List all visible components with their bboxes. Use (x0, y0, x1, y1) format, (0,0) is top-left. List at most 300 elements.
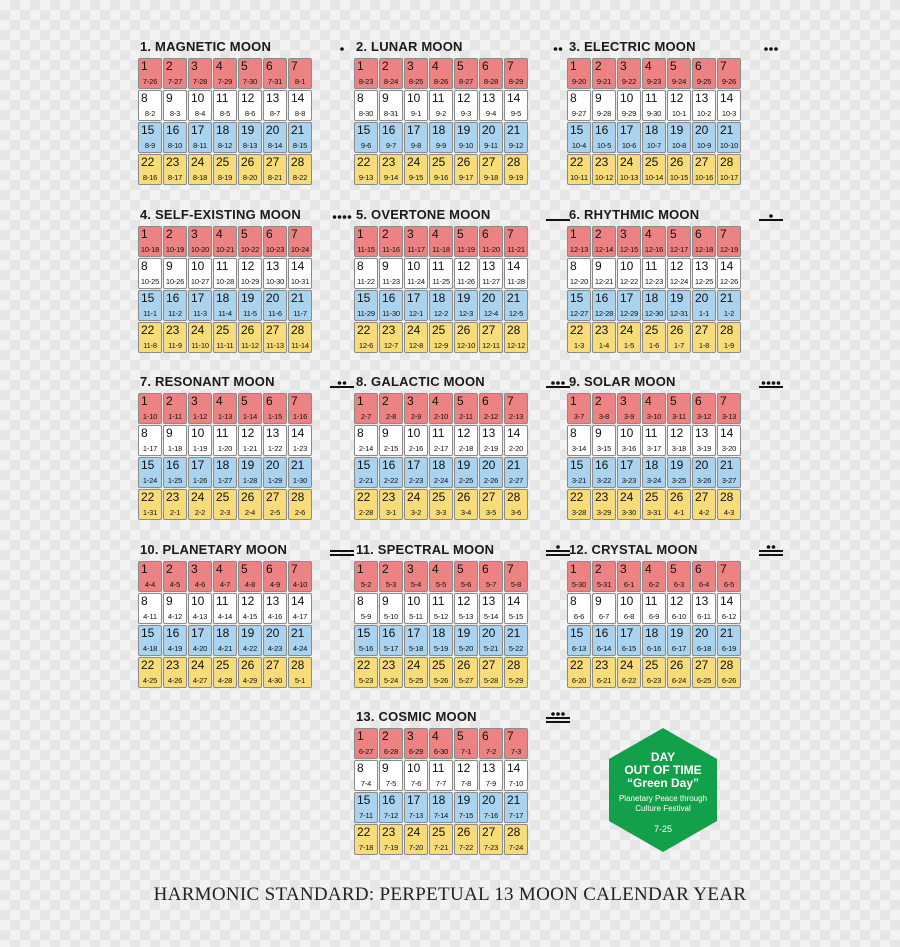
day-cell (504, 122, 528, 153)
gregorian-date: 2-28 (358, 508, 374, 517)
day-cell (263, 58, 287, 89)
day-cell (188, 593, 212, 624)
day-cell (717, 393, 741, 424)
week-row (354, 760, 576, 791)
week-row (354, 393, 576, 424)
week-row (138, 457, 360, 488)
day-number: 12 (670, 259, 684, 273)
day-cell (213, 489, 237, 520)
day-cell (479, 122, 503, 153)
day-number: 21 (291, 458, 305, 472)
mayan-number-icon (745, 377, 785, 389)
day-number: 7 (720, 562, 727, 576)
day-cell (667, 322, 691, 353)
week-row (567, 593, 789, 624)
gregorian-date: 10-6 (621, 141, 637, 150)
day-cell (504, 593, 528, 624)
gregorian-date: 3-19 (696, 444, 712, 453)
gregorian-date: 7-15 (458, 811, 474, 820)
day-number: 28 (507, 155, 521, 169)
day-cell (567, 58, 591, 89)
day-cell (263, 593, 287, 624)
week-row (567, 393, 789, 424)
gregorian-date: 7-23 (483, 843, 499, 852)
gregorian-date: 3-28 (571, 508, 587, 517)
day-cell (692, 489, 716, 520)
day-cell (188, 561, 212, 592)
day-number: 2 (166, 562, 173, 576)
day-number: 12 (241, 91, 255, 105)
gregorian-date: 2-24 (433, 476, 449, 485)
day-cell (163, 58, 187, 89)
day-cell (354, 625, 378, 656)
day-cell (479, 489, 503, 520)
day-cell (567, 90, 591, 121)
day-cell (354, 824, 378, 855)
gregorian-date: 3-21 (571, 476, 587, 485)
day-number: 8 (570, 91, 577, 105)
day-cell (429, 593, 453, 624)
moon-block (354, 541, 576, 701)
day-number: 8 (570, 259, 577, 273)
gregorian-date: 10-12 (594, 173, 614, 182)
gregorian-date: 1-13 (217, 412, 233, 421)
day-number: 25 (645, 490, 659, 504)
day-number: 20 (266, 123, 280, 137)
day-number: 15 (141, 626, 155, 640)
day-number: 7 (720, 394, 727, 408)
gregorian-date: 9-12 (508, 141, 524, 150)
day-number: 3 (407, 562, 414, 576)
day-cell (263, 226, 287, 257)
gregorian-date: 6-13 (571, 644, 587, 653)
day-cell (617, 593, 641, 624)
gregorian-date: 5-20 (458, 644, 474, 653)
day-number: 11 (432, 426, 445, 440)
day-number: 22 (357, 658, 371, 672)
day-cell (263, 322, 287, 353)
day-cell (667, 457, 691, 488)
day-number: 13 (695, 91, 709, 105)
day-number: 16 (382, 458, 396, 472)
day-number: 17 (620, 291, 634, 305)
gregorian-date: 11-7 (293, 309, 307, 318)
day-number: 24 (191, 490, 205, 504)
week-row (567, 90, 789, 121)
day-number: 20 (695, 123, 709, 137)
day-number: 8 (141, 91, 148, 105)
week-row (354, 728, 576, 759)
gregorian-date: 3-9 (623, 412, 635, 421)
day-number: 22 (570, 155, 584, 169)
gregorian-date: 8-17 (167, 173, 183, 182)
day-cell (429, 90, 453, 121)
gregorian-date: 4-14 (217, 612, 233, 621)
week-row (567, 457, 789, 488)
day-number: 28 (720, 490, 734, 504)
week-row (354, 457, 576, 488)
day-cell (263, 122, 287, 153)
day-cell (667, 122, 691, 153)
day-number: 16 (382, 291, 396, 305)
day-cell (404, 393, 428, 424)
day-cell (263, 657, 287, 688)
day-number: 11 (645, 594, 658, 608)
day-number: 19 (457, 123, 471, 137)
gregorian-date: 3-10 (646, 412, 662, 421)
day-cell (692, 322, 716, 353)
day-number: 5 (457, 59, 464, 73)
gregorian-date: 7-5 (385, 779, 397, 788)
week-row (138, 226, 360, 257)
day-cell (379, 122, 403, 153)
gregorian-date: 7-22 (458, 843, 474, 852)
gregorian-date: 2-8 (385, 412, 397, 421)
day-cell (429, 728, 453, 759)
day-cell (454, 90, 478, 121)
day-cell (592, 290, 616, 321)
day-number: 3 (620, 394, 627, 408)
day-cell (454, 58, 478, 89)
gregorian-date: 3-29 (596, 508, 612, 517)
gregorian-date: 8-16 (142, 173, 158, 182)
day-number: 14 (507, 426, 521, 440)
day-number: 3 (407, 59, 414, 73)
day-cell (692, 154, 716, 185)
gregorian-date: 2-6 (294, 508, 306, 517)
day-number: 15 (141, 458, 155, 472)
day-number: 14 (720, 594, 734, 608)
moon-title: 5. OVERTONE MOON (356, 207, 491, 222)
day-cell (667, 154, 691, 185)
day-number: 6 (482, 227, 489, 241)
day-cell (617, 561, 641, 592)
day-cell (213, 258, 237, 289)
gregorian-date: 11-17 (407, 245, 425, 254)
gregorian-date: 9-2 (435, 109, 447, 118)
day-number: 16 (166, 123, 180, 137)
day-cell (479, 258, 503, 289)
day-number: 12 (457, 259, 471, 273)
day-cell (163, 90, 187, 121)
moon-title: 11. SPECTRAL MOON (356, 542, 495, 557)
gregorian-date: 5-17 (383, 644, 399, 653)
day-cell (263, 290, 287, 321)
day-cell (288, 489, 312, 520)
day-cell (138, 625, 162, 656)
day-cell (238, 425, 262, 456)
day-number: 23 (166, 323, 180, 337)
day-cell (404, 489, 428, 520)
day-number: 10 (407, 594, 421, 608)
day-cell (354, 593, 378, 624)
day-number: 2 (166, 227, 173, 241)
day-cell (238, 154, 262, 185)
gregorian-date: 6-25 (696, 676, 712, 685)
day-number: 19 (670, 626, 684, 640)
day-cell (567, 593, 591, 624)
day-cell (188, 425, 212, 456)
day-cell (454, 457, 478, 488)
day-cell (592, 90, 616, 121)
day-cell (479, 322, 503, 353)
day-number: 3 (407, 729, 414, 743)
gregorian-date: 3-26 (696, 476, 712, 485)
day-cell (667, 593, 691, 624)
gregorian-date: 1-29 (267, 476, 283, 485)
day-number: 5 (241, 394, 248, 408)
day-cell (454, 154, 478, 185)
day-number: 13 (482, 259, 496, 273)
moon-day-grid (354, 393, 576, 521)
gregorian-date: 3-13 (721, 412, 737, 421)
week-row (567, 58, 789, 89)
day-cell (479, 561, 503, 592)
day-number: 10 (191, 594, 205, 608)
day-number: 18 (432, 793, 446, 807)
day-number: 2 (382, 59, 389, 73)
day-cell (504, 561, 528, 592)
gregorian-date: 7-30 (242, 77, 258, 86)
day-cell (379, 489, 403, 520)
gregorian-date: 5-1 (294, 676, 306, 685)
gregorian-date: 2-9 (410, 412, 422, 421)
day-cell (667, 489, 691, 520)
day-cell (479, 393, 503, 424)
gregorian-date: 7-10 (508, 779, 524, 788)
day-cell (692, 290, 716, 321)
gregorian-date: 11-21 (507, 245, 525, 254)
gregorian-date: 1-8 (698, 341, 710, 350)
mayan-number-icon (316, 545, 356, 557)
day-cell (263, 393, 287, 424)
day-number: 24 (407, 323, 421, 337)
day-number: 4 (432, 59, 439, 73)
day-cell (429, 457, 453, 488)
gregorian-date: 1-27 (217, 476, 233, 485)
week-row (567, 154, 789, 185)
day-number: 10 (620, 259, 634, 273)
day-cell (717, 90, 741, 121)
day-cell (592, 226, 616, 257)
gregorian-date: 4-10 (292, 580, 308, 589)
day-number: 5 (670, 562, 677, 576)
gregorian-date: 11-14 (291, 341, 309, 350)
day-number: 4 (645, 59, 652, 73)
day-cell (429, 625, 453, 656)
day-cell (717, 322, 741, 353)
day-cell (692, 593, 716, 624)
day-number: 9 (382, 761, 389, 775)
day-cell (379, 457, 403, 488)
day-cell (263, 457, 287, 488)
day-cell (238, 58, 262, 89)
gregorian-date: 1-14 (242, 412, 258, 421)
gregorian-date: 10-26 (165, 277, 185, 286)
day-number: 26 (241, 323, 255, 337)
day-cell (429, 393, 453, 424)
day-number: 26 (670, 323, 684, 337)
gregorian-date: 6-5 (723, 580, 735, 589)
gregorian-date: 5-3 (385, 580, 397, 589)
day-cell (479, 290, 503, 321)
moon-block (138, 206, 360, 366)
day-cell (504, 657, 528, 688)
day-cell (354, 489, 378, 520)
moon-title: 4. SELF-EXISTING MOON (140, 207, 301, 222)
gregorian-date: 2-20 (508, 444, 524, 453)
day-number: 15 (141, 123, 155, 137)
day-number: 16 (166, 291, 180, 305)
gregorian-date: 10-9 (696, 141, 712, 150)
day-number: 25 (216, 490, 230, 504)
day-number: 1 (357, 729, 364, 743)
day-cell (238, 561, 262, 592)
gregorian-date: 9-30 (646, 109, 662, 118)
day-cell (188, 226, 212, 257)
gregorian-date: 9-22 (621, 77, 637, 86)
gregorian-date: 12-13 (569, 245, 589, 254)
day-number: 4 (432, 729, 439, 743)
day-number: 21 (720, 458, 734, 472)
gregorian-date: 4-3 (723, 508, 735, 517)
day-number: 12 (670, 91, 684, 105)
day-cell (504, 425, 528, 456)
day-number: 8 (357, 91, 364, 105)
day-cell (263, 425, 287, 456)
day-cell (138, 290, 162, 321)
day-number: 5 (241, 562, 248, 576)
mayan-number-icon (316, 42, 356, 54)
day-cell (692, 226, 716, 257)
day-cell (454, 226, 478, 257)
day-cell (717, 657, 741, 688)
gregorian-date: 11-2 (168, 309, 182, 318)
day-cell (429, 58, 453, 89)
day-number: 10 (407, 259, 421, 273)
gregorian-date: 7-12 (383, 811, 399, 820)
day-number: 7 (291, 394, 298, 408)
day-cell (288, 425, 312, 456)
gregorian-date: 3-12 (696, 412, 712, 421)
gregorian-date: 1-7 (673, 341, 685, 350)
day-number: 28 (291, 155, 305, 169)
day-number: 6 (266, 227, 273, 241)
gregorian-date: 3-17 (646, 444, 662, 453)
week-row (354, 90, 576, 121)
day-cell (504, 625, 528, 656)
gregorian-date: 4-9 (269, 580, 281, 589)
day-number: 9 (382, 426, 389, 440)
day-cell (642, 322, 666, 353)
gregorian-date: 11-3 (193, 309, 207, 318)
day-cell (288, 322, 312, 353)
day-number: 3 (620, 227, 627, 241)
gregorian-date: 12-5 (508, 309, 524, 318)
day-cell (717, 593, 741, 624)
moon-block (354, 373, 576, 533)
gregorian-date: 2-10 (433, 412, 449, 421)
gregorian-date: 10-31 (290, 277, 310, 286)
gregorian-date: 9-13 (358, 173, 374, 182)
footer-title: HARMONIC STANDARD: PERPETUAL 13 MOON CALENDAR YEAR (153, 884, 747, 905)
day-number: 22 (570, 323, 584, 337)
day-number: 13 (482, 761, 496, 775)
gregorian-date: 5-10 (383, 612, 399, 621)
week-row (354, 792, 576, 823)
day-number: 18 (645, 291, 659, 305)
day-number: 1 (141, 227, 148, 241)
gregorian-date: 2-19 (483, 444, 499, 453)
day-cell (692, 393, 716, 424)
gregorian-date: 12-26 (719, 277, 739, 286)
gregorian-date: 5-16 (358, 644, 374, 653)
day-number: 12 (670, 594, 684, 608)
day-number: 11 (432, 594, 445, 608)
day-cell (692, 258, 716, 289)
gregorian-date: 9-19 (508, 173, 524, 182)
gregorian-date: 1-6 (648, 341, 660, 350)
gregorian-date: 8-2 (144, 109, 156, 118)
day-number: 22 (357, 323, 371, 337)
day-cell (404, 226, 428, 257)
day-number: 9 (382, 259, 389, 273)
day-cell (642, 90, 666, 121)
day-number: 21 (720, 123, 734, 137)
week-row (138, 489, 360, 520)
gregorian-date: 5-14 (483, 612, 499, 621)
day-number: 20 (482, 626, 496, 640)
day-cell (692, 425, 716, 456)
day-number: 11 (645, 91, 658, 105)
gregorian-date: 12-6 (358, 341, 374, 350)
moon-title: 8. GALACTIC MOON (356, 374, 485, 389)
day-cell (263, 489, 287, 520)
gregorian-date: 8-28 (483, 77, 499, 86)
day-number: 19 (457, 626, 471, 640)
gregorian-date: 12-9 (433, 341, 449, 350)
week-row (354, 657, 576, 688)
day-number: 6 (695, 394, 702, 408)
day-number: 21 (291, 626, 305, 640)
day-cell (642, 393, 666, 424)
day-cell (717, 489, 741, 520)
day-number: 18 (645, 458, 659, 472)
day-cell (617, 657, 641, 688)
day-number: 15 (570, 458, 584, 472)
day-cell (263, 258, 287, 289)
day-cell (213, 657, 237, 688)
day-cell (379, 593, 403, 624)
day-cell (479, 760, 503, 791)
gregorian-date: 5-5 (435, 580, 447, 589)
day-cell (717, 425, 741, 456)
day-cell (188, 122, 212, 153)
gregorian-date: 5-19 (433, 644, 449, 653)
day-cell (592, 393, 616, 424)
day-cell (717, 154, 741, 185)
day-number: 12 (241, 259, 255, 273)
week-row (138, 322, 360, 353)
day-number: 2 (595, 562, 602, 576)
gregorian-date: 1-31 (142, 508, 158, 517)
week-row (354, 154, 576, 185)
day-cell (504, 258, 528, 289)
day-number: 11 (432, 259, 445, 273)
day-number: 10 (620, 91, 634, 105)
day-cell (617, 58, 641, 89)
gregorian-date: 6-28 (383, 747, 399, 756)
